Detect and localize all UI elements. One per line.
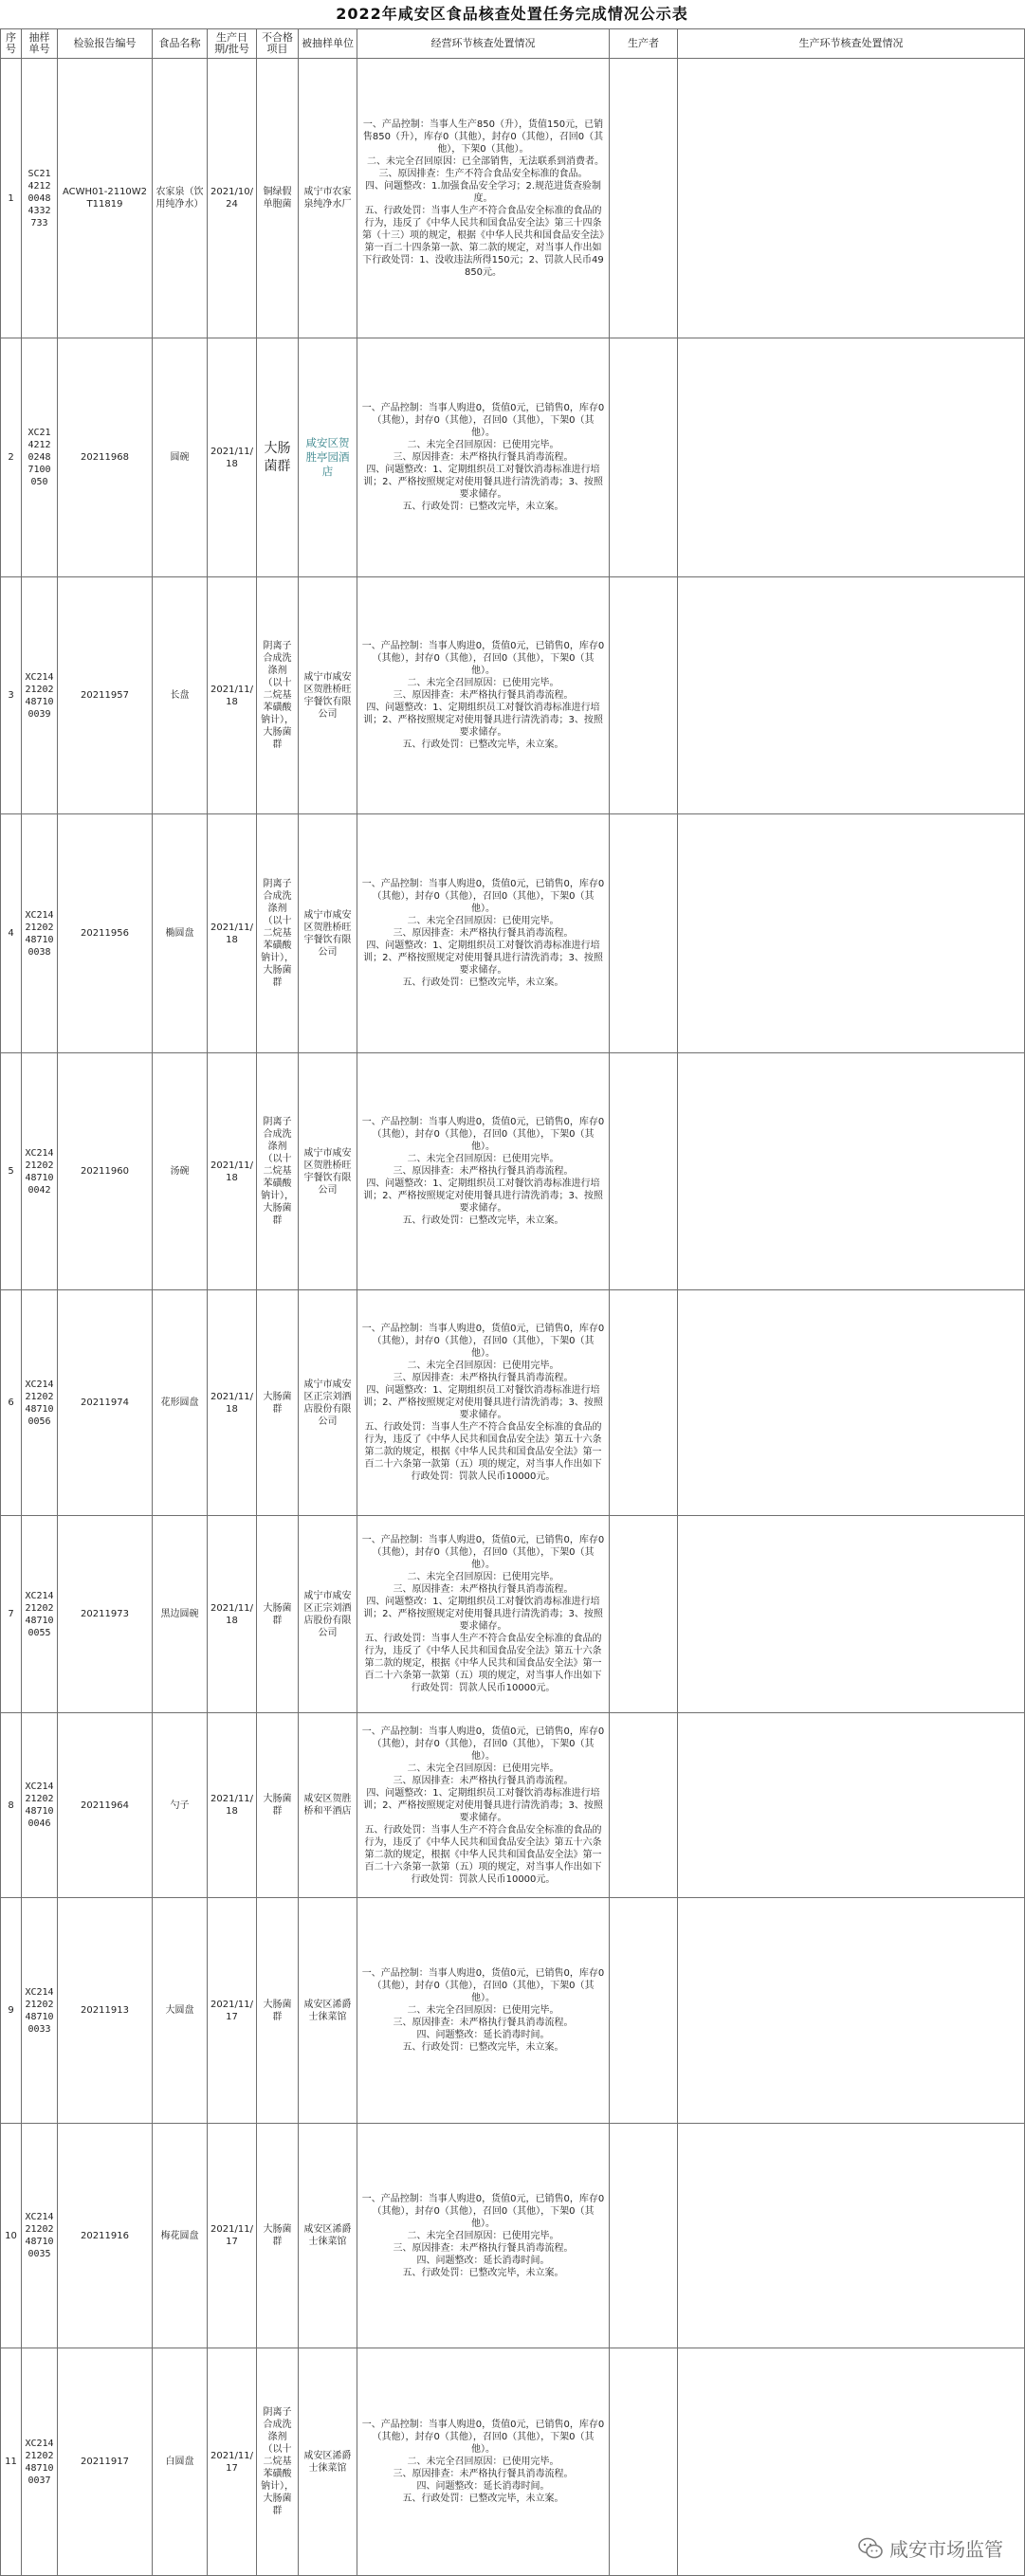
cell-sampled-unit: 咸宁市农家泉纯净水厂 bbox=[299, 59, 357, 338]
cell-production-date: 2021/11/18 bbox=[208, 1290, 257, 1516]
cell-failed-item: 阴离子合成洗涤剂（以十二烷基苯磺酸钠计），大肠菌群 bbox=[257, 2348, 299, 2576]
cell-sampled-unit: 咸安区浠爵士徕菜馆 bbox=[299, 2348, 357, 2576]
cell-report-no: 20211973 bbox=[58, 1516, 153, 1713]
cell-report-no: 20211913 bbox=[58, 1898, 153, 2124]
cell-business-disposal: 一、产品控制：当事人生产850（升），货值150元，已销售850（升），库存0（其他），封存0（其他），召回0（其他），下架0（其他）。 二、未完全召回原因：已全部销售，无法联系到消费者。 三、原因排查：生产不符合食品安全标准的食品。 四、问题整改：1.加强食品安全学习；2.规范进货查验制度。 五、行政处罚：当事人生产不符合食品安全标准的食品的行为，违反了《中华人民共和国食品安全法》第三十四条第（十三）项的规定，根据《中华人民共和国食品安全法》第一百二十四条第一款、第二款的规定，对当事人作出如下行政处罚：1、没收违法所得150元；2、罚款人民币49850元。 bbox=[357, 59, 610, 338]
cell-failed-item: 大肠菌群 bbox=[257, 1898, 299, 2124]
cell-production-disposal bbox=[678, 1713, 1025, 1898]
cell-failed-item: 大肠菌群 bbox=[257, 1516, 299, 1713]
cell-producer bbox=[610, 1898, 678, 2124]
cell-failed-item: 阴离子合成洗涤剂（以十二烷基苯磺酸钠计），大肠菌群 bbox=[257, 814, 299, 1053]
table-row bbox=[1, 2124, 1025, 2348]
cell-production-disposal bbox=[678, 577, 1025, 814]
table-row bbox=[1, 1290, 1025, 1516]
table-row bbox=[1, 338, 1025, 577]
cell-food-name: 农家泉（饮用纯净水） bbox=[153, 59, 208, 338]
page-title: 2022年咸安区食品核查处置任务完成情况公示表 bbox=[336, 5, 688, 23]
cell-food-name: 椭圆盘 bbox=[153, 814, 208, 1053]
cell-food-name: 白圆盘 bbox=[153, 2348, 208, 2576]
cell-production-date: 2021/11/18 bbox=[208, 1053, 257, 1290]
header-no: 序号 bbox=[1, 29, 22, 59]
cell-business-disposal: 一、产品控制：当事人购进0，货值0元，已销售0，库存0（其他），封存0（其他），召回0（其他），下架0（其他）。 二、未完全召回原因：已使用完毕。 三、原因排查：未严格执行餐具消毒流程。 四、问题整改：1、定期组织员工对餐饮消毒标准进行培训；2、严格按照规定对使用餐具进行清洗消毒；3、按照要求储存。 五、行政处罚：已整改完毕，未立案。 bbox=[357, 1053, 610, 1290]
cell-business-disposal: 一、产品控制：当事人购进0，货值0元，已销售0，库存0（其他），封存0（其他），召回0（其他），下架0（其他）。 二、未完全召回原因：已使用完毕。 三、原因排查：未严格执行餐具消毒流程。 四、问题整改：延长消毒时间。 五、行政处罚：已整改完毕，未立案。 bbox=[357, 1898, 610, 2124]
cell-business-disposal: 一、产品控制：当事人购进0，货值0元，已销售0，库存0（其他），封存0（其他），召回0（其他），下架0（其他）。 二、未完全召回原因：已使用完毕。 三、原因排查：未严格执行餐具消毒流程。 四、问题整改：延长消毒时间。 五、行政处罚：已整改完毕，未立案。 bbox=[357, 2348, 610, 2576]
cell-no: 9 bbox=[1, 1898, 22, 2124]
cell-food-name: 大圆盘 bbox=[153, 1898, 208, 2124]
cell-report-no: 20211917 bbox=[58, 2348, 153, 2576]
cell-sample-no: XC214 21202 48710 0039 bbox=[22, 577, 58, 814]
cell-food-name: 勺子 bbox=[153, 1713, 208, 1898]
cell-failed-item: 铜绿假单胞菌 bbox=[257, 59, 299, 338]
cell-producer bbox=[610, 1053, 678, 1290]
cell-business-disposal: 一、产品控制：当事人购进0，货值0元，已销售0，库存0（其他），封存0（其他），召回0（其他），下架0（其他）。 二、未完全召回原因：已使用完毕。 三、原因排查：未严格执行餐具消毒流程。 四、问题整改：1、定期组织员工对餐饮消毒标准进行培训；2、严格按照规定对使用餐具进行清洗消毒；3、按照要求储存。 五、行政处罚：当事人生产不符合食品安全标准的食品的行为，违反了《中华人民共和国食品安全法》第五十六条第二款的规定，根据《中华人民共和国食品安全法》第一百二十六条第一款第（五）项的规定，对当事人作出如下行政处罚：罚款人民币10000元。 bbox=[357, 1713, 610, 1898]
header-production-date: 生产日期/批号 bbox=[208, 29, 257, 59]
cell-report-no: 20211968 bbox=[58, 338, 153, 577]
header-failed-item: 不合格项目 bbox=[257, 29, 299, 59]
cell-sampled-unit: 咸宁市咸安区贺胜桥旺宇餐饮有限公司 bbox=[299, 1053, 357, 1290]
header-food-name: 食品名称 bbox=[153, 29, 208, 59]
cell-business-disposal: 一、产品控制：当事人购进0，货值0元，已销售0，库存0（其他），封存0（其他），召回0（其他），下架0（其他）。 二、未完全召回原因：已使用完毕。 三、原因排查：未严格执行餐具消毒流程。 四、问题整改：延长消毒时间。 五、行政处罚：已整改完毕，未立案。 bbox=[357, 2124, 610, 2348]
cell-production-disposal bbox=[678, 1898, 1025, 2124]
cell-producer bbox=[610, 1713, 678, 1898]
cell-report-no: ACWH01-2110W2T11819 bbox=[58, 59, 153, 338]
cell-food-name: 花形圆盘 bbox=[153, 1290, 208, 1516]
cell-food-name: 圆碗 bbox=[153, 338, 208, 577]
cell-food-name: 长盘 bbox=[153, 577, 208, 814]
cell-sample-no: XC21 4212 0248 7100 050 bbox=[22, 338, 58, 577]
cell-business-disposal: 一、产品控制：当事人购进0，货值0元，已销售0，库存0（其他），封存0（其他），召回0（其他），下架0（其他）。 二、未完全召回原因：已使用完毕。 三、原因排查：未严格执行餐具消毒流程。 四、问题整改：1、定期组织员工对餐饮消毒标准进行培训；2、严格按照规定对使用餐具进行清洗消毒；3、按照要求储存。 五、行政处罚：当事人生产不符合食品安全标准的食品的行为，违反了《中华人民共和国食品安全法》第五十六条第二款的规定，根据《中华人民共和国食品安全法》第一百二十六条第一款第（五）项的规定，对当事人作出如下行政处罚：罚款人民币10000元。 bbox=[357, 1516, 610, 1713]
cell-producer bbox=[610, 59, 678, 338]
cell-production-disposal bbox=[678, 2124, 1025, 2348]
disposal-table bbox=[0, 28, 1025, 2576]
cell-no: 11 bbox=[1, 2348, 22, 2576]
cell-producer bbox=[610, 1516, 678, 1713]
cell-failed-item: 阴离子合成洗涤剂（以十二烷基苯磺酸钠计），大肠菌群 bbox=[257, 1053, 299, 1290]
cell-production-date: 2021/11/18 bbox=[208, 814, 257, 1053]
cell-production-date: 2021/11/17 bbox=[208, 1898, 257, 2124]
cell-failed-item: 大肠菌群 bbox=[257, 1713, 299, 1898]
cell-business-disposal: 一、产品控制：当事人购进0，货值0元，已销售0，库存0（其他），封存0（其他），召回0（其他），下架0（其他）。 二、未完全召回原因：已使用完毕。 三、原因排查：未严格执行餐具消毒流程。 四、问题整改：1、定期组织员工对餐饮消毒标准进行培训；2、严格按照规定对使用餐具进行清洗消毒；3、按照要求储存。 五、行政处罚：已整改完毕，未立案。 bbox=[357, 814, 610, 1053]
cell-producer bbox=[610, 1290, 678, 1516]
cell-sample-no: XC214 21202 48710 0056 bbox=[22, 1290, 58, 1516]
cell-sample-no: XC214 21202 48710 0035 bbox=[22, 2124, 58, 2348]
table-row bbox=[1, 1713, 1025, 1898]
cell-production-disposal bbox=[678, 1053, 1025, 1290]
header-producer: 生产者 bbox=[610, 29, 678, 59]
cell-production-date: 2021/11/17 bbox=[208, 2124, 257, 2348]
cell-no: 4 bbox=[1, 814, 22, 1053]
cell-sample-no: XC214 21202 48710 0038 bbox=[22, 814, 58, 1053]
cell-business-disposal: 一、产品控制：当事人购进0，货值0元，已销售0，库存0（其他），封存0（其他），召回0（其他），下架0（其他）。 二、未完全召回原因：已使用完毕。 三、原因排查：未严格执行餐具消毒流程。 四、问题整改：1、定期组织员工对餐饮消毒标准进行培训；2、严格按照规定对使用餐具进行清洗消毒；3、按照要求储存。 五、行政处罚：当事人生产不符合食品安全标准的食品的行为，违反了《中华人民共和国食品安全法》第五十六条第二款的规定，根据《中华人民共和国食品安全法》第一百二十六条第一款第（五）项的规定，对当事人作出如下行政处罚：罚款人民币10000元。 bbox=[357, 1290, 610, 1516]
cell-business-disposal: 一、产品控制：当事人购进0，货值0元，已销售0，库存0（其他），封存0（其他），召回0（其他），下架0（其他）。 二、未完全召回原因：已使用完毕。 三、原因排查：未严格执行餐具消毒流程。 四、问题整改：1、定期组织员工对餐饮消毒标准进行培训；2、严格按照规定对使用餐具进行清洗消毒；3、按照要求储存。 五、行政处罚：已整改完毕，未立案。 bbox=[357, 338, 610, 577]
cell-report-no: 20211960 bbox=[58, 1053, 153, 1290]
cell-sample-no: XC214 21202 48710 0046 bbox=[22, 1713, 58, 1898]
cell-production-date: 2021/11/18 bbox=[208, 577, 257, 814]
cell-sampled-unit: 咸宁市咸安区贺胜桥旺宇餐饮有限公司 bbox=[299, 577, 357, 814]
cell-sample-no: SC21 4212 0048 4332 733 bbox=[22, 59, 58, 338]
header-business-disposal: 经营环节核查处置情况 bbox=[357, 29, 610, 59]
cell-sampled-unit: 咸安区浠爵士徕菜馆 bbox=[299, 1898, 357, 2124]
cell-report-no: 20211957 bbox=[58, 577, 153, 814]
cell-no: 1 bbox=[1, 59, 22, 338]
cell-failed-item: 大肠菌群 bbox=[257, 338, 299, 577]
watermark-text: 咸安市场监管 bbox=[889, 2538, 1003, 2561]
cell-food-name: 汤碗 bbox=[153, 1053, 208, 1290]
cell-report-no: 20211956 bbox=[58, 814, 153, 1053]
cell-producer bbox=[610, 2348, 678, 2576]
wechat-icon bbox=[857, 2535, 884, 2562]
cell-no: 10 bbox=[1, 2124, 22, 2348]
header-sampled-unit: 被抽样单位 bbox=[299, 29, 357, 59]
cell-production-date: 2021/11/18 bbox=[208, 1713, 257, 1898]
cell-sample-no: XC214 21202 48710 0037 bbox=[22, 2348, 58, 2576]
cell-sample-no: XC214 21202 48710 0033 bbox=[22, 1898, 58, 2124]
cell-sampled-unit: 咸宁市咸安区正宗刘酒店股份有限公司 bbox=[299, 1290, 357, 1516]
cell-no: 7 bbox=[1, 1516, 22, 1713]
cell-production-date: 2021/10/24 bbox=[208, 59, 257, 338]
table-row bbox=[1, 1516, 1025, 1713]
cell-production-disposal bbox=[678, 814, 1025, 1053]
cell-no: 3 bbox=[1, 577, 22, 814]
cell-no: 8 bbox=[1, 1713, 22, 1898]
cell-sample-no: XC214 21202 48710 0042 bbox=[22, 1053, 58, 1290]
cell-no: 6 bbox=[1, 1290, 22, 1516]
cell-failed-item: 阴离子合成洗涤剂（以十二烷基苯磺酸钠计），大肠菌群 bbox=[257, 577, 299, 814]
table-body bbox=[1, 59, 1025, 2576]
cell-sampled-unit: 咸安区浠爵士徕菜馆 bbox=[299, 2124, 357, 2348]
cell-no: 5 bbox=[1, 1053, 22, 1290]
cell-sampled-unit: 咸安区贺胜桥和平酒店 bbox=[299, 1713, 357, 1898]
table-header-row bbox=[1, 29, 1025, 59]
header-production-disposal: 生产环节核查处置情况 bbox=[678, 29, 1025, 59]
cell-sampled-unit: 咸宁市咸安区正宗刘酒店股份有限公司 bbox=[299, 1516, 357, 1713]
cell-food-name: 梅花圆盘 bbox=[153, 2124, 208, 2348]
table-row bbox=[1, 59, 1025, 338]
header-sample-no: 抽样单号 bbox=[22, 29, 58, 59]
cell-producer bbox=[610, 338, 678, 577]
table-row bbox=[1, 577, 1025, 814]
cell-food-name: 黑边圆碗 bbox=[153, 1516, 208, 1713]
cell-failed-item: 大肠菌群 bbox=[257, 2124, 299, 2348]
cell-producer bbox=[610, 814, 678, 1053]
cell-report-no: 20211964 bbox=[58, 1713, 153, 1898]
cell-no: 2 bbox=[1, 338, 22, 577]
cell-producer bbox=[610, 577, 678, 814]
table-row bbox=[1, 1053, 1025, 1290]
header-report-no: 检验报告编号 bbox=[58, 29, 153, 59]
cell-report-no: 20211974 bbox=[58, 1290, 153, 1516]
cell-report-no: 20211916 bbox=[58, 2124, 153, 2348]
cell-sample-no: XC214 21202 48710 0055 bbox=[22, 1516, 58, 1713]
cell-failed-item: 大肠菌群 bbox=[257, 1290, 299, 1516]
cell-sampled-unit: 咸安区贺胜亭园酒店 bbox=[299, 338, 357, 577]
cell-producer bbox=[610, 2124, 678, 2348]
cell-production-date: 2021/11/18 bbox=[208, 1516, 257, 1713]
cell-production-disposal bbox=[678, 1516, 1025, 1713]
cell-production-date: 2021/11/17 bbox=[208, 2348, 257, 2576]
cell-production-disposal bbox=[678, 59, 1025, 338]
watermark bbox=[857, 2534, 1003, 2562]
cell-production-disposal bbox=[678, 1290, 1025, 1516]
table-row bbox=[1, 1898, 1025, 2124]
table-row bbox=[1, 814, 1025, 1053]
cell-sampled-unit: 咸宁市咸安区贺胜桥旺宇餐饮有限公司 bbox=[299, 814, 357, 1053]
cell-production-date: 2021/11/18 bbox=[208, 338, 257, 577]
cell-business-disposal: 一、产品控制：当事人购进0，货值0元，已销售0，库存0（其他），封存0（其他），召回0（其他），下架0（其他）。 二、未完全召回原因：已使用完毕。 三、原因排查：未严格执行餐具消毒流程。 四、问题整改：1、定期组织员工对餐饮消毒标准进行培训；2、严格按照规定对使用餐具进行清洗消毒；3、按照要求储存。 五、行政处罚：已整改完毕，未立案。 bbox=[357, 577, 610, 814]
cell-production-disposal bbox=[678, 338, 1025, 577]
